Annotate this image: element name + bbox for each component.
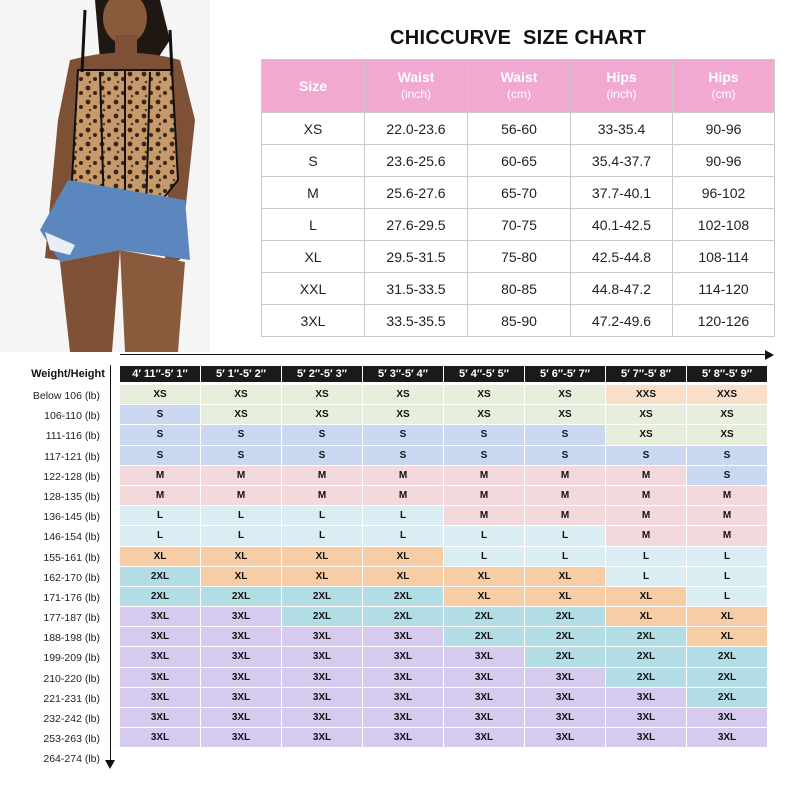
weight-label: 188-198 (lb) — [43, 632, 100, 645]
size-table-cell: 22.0-23.6 — [365, 113, 468, 145]
grid-cell: L — [282, 506, 362, 525]
size-table-cell: 70-75 — [468, 209, 571, 241]
grid-cell: M — [282, 486, 362, 505]
grid-cell: 3XL — [363, 668, 443, 687]
grid-cell: XS — [201, 385, 281, 404]
grid-cell: 3XL — [363, 647, 443, 666]
grid-cell: S — [282, 425, 362, 444]
height-header-row — [120, 366, 768, 382]
grid-cell: L — [687, 567, 767, 586]
grid-cell: L — [525, 547, 605, 566]
grid-cell: 3XL — [282, 668, 362, 687]
height-header: 5′ 6″-5′ 7″ — [525, 366, 605, 382]
grid-cell: S — [120, 405, 200, 424]
grid-cell: S — [201, 425, 281, 444]
grid-cell: XS — [687, 405, 767, 424]
height-header: 5′ 8″-5′ 9″ — [687, 366, 767, 382]
grid-cell: M — [363, 466, 443, 485]
size-table-cell: 44.8-47.2 — [571, 273, 673, 305]
grid-cell: 3XL — [120, 668, 200, 687]
grid-row — [120, 486, 768, 505]
size-table-cell: 31.5-33.5 — [365, 273, 468, 305]
size-table-cell: 96-102 — [673, 177, 775, 209]
weight-label: 106-110 (lb) — [44, 410, 100, 423]
grid-cell: 3XL — [201, 627, 281, 646]
grid-cell: 3XL — [525, 688, 605, 707]
size-table-cell: 90-96 — [673, 113, 775, 145]
grid-cell: 3XL — [201, 647, 281, 666]
model-photo — [0, 0, 210, 352]
grid-cell: 2XL — [687, 647, 767, 666]
grid-cell: 3XL — [120, 708, 200, 727]
grid-cell: 3XL — [606, 728, 686, 747]
grid-cell: 3XL — [606, 688, 686, 707]
grid-cell: M — [687, 486, 767, 505]
grid-cell: M — [444, 466, 524, 485]
grid-row — [120, 446, 768, 465]
grid-cell: M — [120, 486, 200, 505]
grid-cell: M — [201, 486, 281, 505]
grid-cell: 3XL — [120, 647, 200, 666]
size-table-cell: 56-60 — [468, 113, 571, 145]
grid-cell: L — [363, 506, 443, 525]
brand-name: CHICCURVE — [390, 27, 512, 49]
size-table-cell: 90-96 — [673, 145, 775, 177]
grid-cell: S — [606, 446, 686, 465]
grid-cell: XS — [525, 385, 605, 404]
grid-cell: 3XL — [282, 688, 362, 707]
grid-row — [120, 688, 768, 707]
arrow-down-icon — [105, 760, 115, 769]
grid-cell: S — [687, 446, 767, 465]
grid-cell: 2XL — [120, 567, 200, 586]
grid-cell: XL — [687, 627, 767, 646]
grid-row — [120, 587, 768, 606]
grid-row — [120, 425, 768, 444]
grid-row — [120, 728, 768, 747]
size-table-cell: S — [262, 145, 365, 177]
grid-cell: XL — [525, 567, 605, 586]
grid-cell: 3XL — [363, 708, 443, 727]
weight-label: 171-176 (lb) — [43, 591, 100, 604]
weight-label: 232-242 (lb) — [43, 713, 100, 725]
size-table-row — [262, 305, 775, 337]
height-header: 5′ 1″-5′ 2″ — [201, 366, 281, 382]
grid-cell: XL — [201, 547, 281, 566]
header-hips-cm — [673, 60, 775, 113]
grid-cell: L — [687, 547, 767, 566]
grid-cell: 2XL — [687, 668, 767, 687]
weight-label: 210-220 (lb) — [43, 672, 100, 685]
grid-cell: XL — [201, 567, 281, 586]
grid-cell: 3XL — [120, 607, 200, 626]
grid-cell: 3XL — [201, 728, 281, 747]
grid-cell: XS — [363, 405, 443, 424]
grid-cell: 2XL — [363, 587, 443, 606]
header-label: Waist — [397, 69, 435, 85]
grid-cell: L — [444, 526, 524, 545]
grid-cell: 3XL — [120, 728, 200, 747]
grid-cell: XL — [120, 547, 200, 566]
grid-cell: M — [282, 466, 362, 485]
grid-cell: 2XL — [606, 627, 686, 646]
size-table-cell: 37.7-40.1 — [571, 177, 673, 209]
weight-label: 221-231 (lb) — [43, 692, 100, 705]
grid-cell: 2XL — [525, 647, 605, 666]
height-header: 5′ 2″-5′ 3″ — [282, 366, 362, 382]
grid-cell: 2XL — [120, 587, 200, 606]
grid-cell: 3XL — [201, 708, 281, 727]
size-table-row — [262, 113, 775, 145]
grid-cell: 3XL — [363, 627, 443, 646]
corner-label: Weight/Height — [31, 368, 105, 380]
size-table — [261, 59, 775, 337]
grid-cell: S — [444, 446, 524, 465]
grid-cell: 3XL — [282, 627, 362, 646]
grid-cell: XL — [282, 547, 362, 566]
grid-cell: XL — [444, 587, 524, 606]
weight-label: 199-209 (lb) — [43, 652, 100, 665]
weight-label: 122-128 (lb) — [43, 470, 100, 483]
size-table-cell: 120-126 — [673, 305, 775, 337]
size-table-row — [262, 145, 775, 177]
grid-cell: XS — [120, 385, 200, 404]
size-table-cell: 29.5-31.5 — [365, 241, 468, 273]
header-size — [262, 60, 365, 113]
grid-cell: M — [444, 506, 524, 525]
weight-label: 155-161 (lb) — [43, 551, 100, 564]
grid-cell: M — [363, 486, 443, 505]
height-axis-line — [120, 354, 768, 355]
grid-cell: M — [525, 506, 605, 525]
size-table-row — [262, 241, 775, 273]
grid-cell: S — [201, 446, 281, 465]
weight-label: Below 106 (lb) — [32, 390, 100, 402]
header-hips-inch — [571, 60, 673, 113]
grid-cell: S — [525, 446, 605, 465]
grid-cell: XL — [606, 607, 686, 626]
weight-label: 136-145 (lb) — [43, 511, 100, 524]
header-unit: (inch) — [606, 87, 637, 101]
grid-cell: 2XL — [606, 647, 686, 666]
size-table-cell: 27.6-29.5 — [365, 209, 468, 241]
grid-cell: 3XL — [282, 647, 362, 666]
grid-cell: L — [120, 526, 200, 545]
size-table-cell: 35.4-37.7 — [571, 145, 673, 177]
grid-cell: L — [687, 587, 767, 606]
grid-cell: M — [120, 466, 200, 485]
header-waist-inch — [365, 60, 468, 113]
grid-cell: M — [687, 526, 767, 545]
page-title — [262, 27, 774, 50]
grid-row — [120, 607, 768, 626]
header-waist-cm — [468, 60, 571, 113]
size-table-cell: 25.6-27.6 — [365, 177, 468, 209]
grid-cell: 3XL — [363, 728, 443, 747]
size-table-cell: 65-70 — [468, 177, 571, 209]
grid-cell: L — [444, 547, 524, 566]
size-table-row — [262, 177, 775, 209]
grid-cell: XS — [444, 385, 524, 404]
weight-label: 146-154 (lb) — [43, 531, 100, 544]
size-table-cell: 40.1-42.5 — [571, 209, 673, 241]
size-table-cell: 3XL — [262, 305, 365, 337]
weight-label: 264-274 (lb) — [43, 753, 100, 766]
grid-cell: L — [201, 506, 281, 525]
grid-cell: 3XL — [444, 728, 524, 747]
grid-cell: XS — [282, 385, 362, 404]
grid-cell: M — [525, 466, 605, 485]
header-label: Hips — [606, 69, 637, 85]
grid-cell: L — [606, 567, 686, 586]
grid-cell: S — [444, 425, 524, 444]
grid-cell: M — [687, 506, 767, 525]
grid-cell: S — [363, 446, 443, 465]
grid-cell: 3XL — [201, 688, 281, 707]
grid-cell: XXS — [606, 385, 686, 404]
grid-cell: L — [282, 526, 362, 545]
grid-cell: S — [363, 425, 443, 444]
weight-label: 177-187 (lb) — [43, 612, 100, 625]
header-label: Size — [298, 77, 327, 94]
grid-cell: 3XL — [120, 688, 200, 707]
size-table-cell: L — [262, 209, 365, 241]
weight-label: 162-170 (lb) — [43, 571, 100, 584]
grid-row — [120, 526, 768, 545]
weight-label: 128-135 (lb) — [43, 490, 100, 503]
arrow-right-icon — [765, 350, 774, 360]
size-table-cell: XXL — [262, 273, 365, 305]
size-table-cell: M — [262, 177, 365, 209]
weight-label: 253-263 (lb) — [43, 733, 100, 746]
grid-cell: L — [201, 526, 281, 545]
size-table-cell: 108-114 — [673, 241, 775, 273]
height-header: 5′ 4″-5′ 5″ — [444, 366, 524, 382]
size-table-cell: 33.5-35.5 — [365, 305, 468, 337]
size-table-cell: 75-80 — [468, 241, 571, 273]
grid-cell: XS — [606, 405, 686, 424]
grid-cell: 3XL — [606, 708, 686, 727]
grid-cell: M — [201, 466, 281, 485]
grid-cell: 3XL — [444, 688, 524, 707]
grid-cell: XS — [687, 425, 767, 444]
grid-cell: 2XL — [363, 607, 443, 626]
grid-row — [120, 506, 768, 525]
grid-cell: 3XL — [525, 668, 605, 687]
header-label: Hips — [708, 69, 739, 85]
grid-cell: 2XL — [687, 688, 767, 707]
size-table-cell: 85-90 — [468, 305, 571, 337]
grid-cell: S — [525, 425, 605, 444]
grid-row — [120, 547, 768, 566]
grid-cell: S — [120, 446, 200, 465]
grid-cell: XS — [444, 405, 524, 424]
size-table-cell: XL — [262, 241, 365, 273]
grid-cell: XL — [525, 587, 605, 606]
grid-cell: L — [120, 506, 200, 525]
size-table-header-row — [262, 60, 775, 113]
grid-cell: 3XL — [363, 688, 443, 707]
grid-row — [120, 405, 768, 424]
grid-cell: 2XL — [444, 607, 524, 626]
size-table-row — [262, 273, 775, 305]
size-table-cell: 23.6-25.6 — [365, 145, 468, 177]
grid-cell: M — [525, 486, 605, 505]
header-unit: (cm) — [711, 87, 736, 101]
grid-cell: L — [363, 526, 443, 545]
grid-row — [120, 627, 768, 646]
grid-cell: 3XL — [687, 708, 767, 727]
grid-cell: M — [606, 486, 686, 505]
size-table-cell: 60-65 — [468, 145, 571, 177]
grid-row — [120, 466, 768, 485]
grid-cell: XS — [525, 405, 605, 424]
grid-cell: XS — [606, 425, 686, 444]
title-rest: SIZE CHART — [522, 27, 646, 49]
size-table-cell: 47.2-49.6 — [571, 305, 673, 337]
grid-cell: 3XL — [120, 627, 200, 646]
model-illustration — [0, 0, 210, 352]
size-table-cell: 80-85 — [468, 273, 571, 305]
grid-cell: 3XL — [525, 708, 605, 727]
grid-cell: M — [606, 506, 686, 525]
grid-cell: 3XL — [687, 728, 767, 747]
grid-row — [120, 385, 768, 404]
size-table-cell: XS — [262, 113, 365, 145]
grid-cell: 3XL — [282, 728, 362, 747]
grid-cell: L — [525, 526, 605, 545]
grid-cell: XL — [606, 587, 686, 606]
grid-cell: M — [606, 526, 686, 545]
header-unit: (cm) — [507, 87, 531, 101]
weight-label: 117-121 (lb) — [44, 450, 100, 463]
grid-cell: XL — [687, 607, 767, 626]
weight-label: 111-116 (lb) — [45, 430, 100, 443]
grid-row — [120, 567, 768, 586]
grid-cell: XL — [363, 567, 443, 586]
grid-cell: 3XL — [444, 668, 524, 687]
grid-cell: 2XL — [525, 607, 605, 626]
grid-row — [120, 668, 768, 687]
grid-cell: S — [282, 446, 362, 465]
grid-cell: XL — [444, 567, 524, 586]
grid-cell: 2XL — [282, 587, 362, 606]
size-table-cell: 33-35.4 — [571, 113, 673, 145]
grid-cell: 3XL — [201, 668, 281, 687]
grid-cell: 3XL — [282, 708, 362, 727]
grid-cell: XS — [282, 405, 362, 424]
grid-cell: 2XL — [201, 587, 281, 606]
grid-cell: XXS — [687, 385, 767, 404]
weight-axis-line — [110, 365, 111, 763]
grid-cell: 2XL — [282, 607, 362, 626]
height-header: 5′ 7″-5′ 8″ — [606, 366, 686, 382]
weight-labels — [0, 386, 100, 770]
grid-row — [120, 708, 768, 727]
grid-cell: L — [606, 547, 686, 566]
grid-cell: M — [444, 486, 524, 505]
grid-cell: S — [120, 425, 200, 444]
grid-cell: XL — [363, 547, 443, 566]
size-grid — [120, 385, 768, 748]
grid-cell: 3XL — [525, 728, 605, 747]
grid-cell: 2XL — [606, 668, 686, 687]
grid-cell: 2XL — [444, 627, 524, 646]
grid-cell: 3XL — [444, 708, 524, 727]
size-table-body — [262, 113, 775, 337]
grid-cell: XS — [363, 385, 443, 404]
grid-cell: XS — [201, 405, 281, 424]
grid-cell: XL — [282, 567, 362, 586]
size-table-cell: 42.5-44.8 — [571, 241, 673, 273]
size-table-cell: 102-108 — [673, 209, 775, 241]
header-label: Waist — [500, 69, 538, 85]
height-header: 4′ 11″-5′ 1″ — [120, 366, 200, 382]
grid-cell: 2XL — [525, 627, 605, 646]
size-table-cell: 114-120 — [673, 273, 775, 305]
grid-cell: S — [687, 466, 767, 485]
grid-row — [120, 647, 768, 666]
grid-cell: M — [606, 466, 686, 485]
header-unit: (inch) — [400, 87, 431, 101]
grid-cell: 3XL — [201, 607, 281, 626]
height-header: 5′ 3″-5′ 4″ — [363, 366, 443, 382]
grid-cell: 3XL — [444, 647, 524, 666]
size-table-row — [262, 209, 775, 241]
